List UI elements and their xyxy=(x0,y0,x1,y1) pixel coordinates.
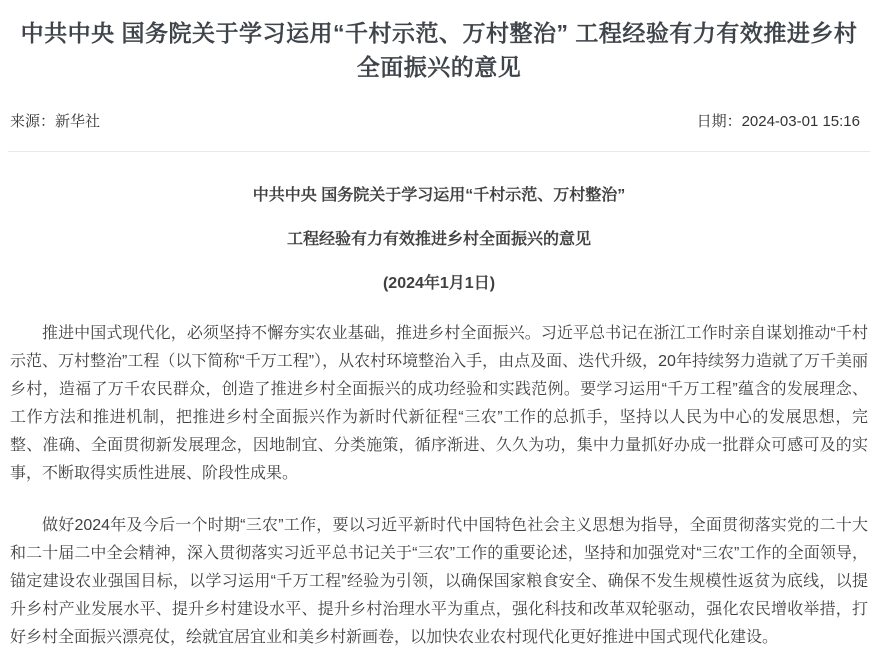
article-heading-line2: 工程经验有力有效推进乡村全面振兴的意见 xyxy=(286,231,591,248)
meta-row xyxy=(0,110,878,131)
source-label: 来源：新华社 xyxy=(10,113,101,130)
article-paragraph-2: 做好2024年及今后一个时期“三农”工作，要以习近平新时代中国特色社会主义思想为指导，全面贯彻落实党的二十大和二十届二中全会精神，深入贯彻落实习近平总书记关于“三农”工作的重要论述，坚持和加强党对“三农”工作的全面领导，锚定建设农业强国目标，以学习运用“千万工程”经验为引领，以确保国家粮食安全、确保不发生规模性返贫为底线，以提升乡村产业发展水平、提升乡村建设水平、提升乡村治理水平为重点，强化科技和改革双轮驱动，强化农民增收举措，打好乡村全面振兴漂亮仗，绘就宜居宜业和美乡村新画卷，以加快农业农村现代化更好推进中国式现代化建设。 xyxy=(10,517,868,646)
article-body xyxy=(0,182,878,652)
article-date-line: (2024年1月1日) xyxy=(382,275,496,292)
article-heading-line1: 中共中央 国务院关于学习运用“千村示范、万村整治” xyxy=(252,187,626,204)
divider xyxy=(8,151,870,152)
date-label: 日期：2024-03-01 15:16 xyxy=(696,113,860,130)
article-paragraph-1: 推进中国式现代化，必须坚持不懈夯实农业基础，推进乡村全面振兴。习近平总书记在浙江工作时亲自谋划推动“千村示范、万村整治”工程（以下简称“千万工程”），从农村环境整治入手，由点及面、迭代升级，20年持续努力造就了万千美丽乡村，造福了万千农民群众，创造了推进乡村全面振兴的成功经验和实践范例。要学习运用“千万工程”蕴含的发展理念、工作方法和推进机制，把推进乡村全面振兴作为新时代新征程“三农”工作的总抓手，坚持以人民为中心的发展思想，完整、准确、全面贯彻新发展理念，因地制宜、分类施策，循序渐进、久久为功，集中力量抓好办成一批群众可感可及的实事，不断取得实质性进展、阶段性成果。 xyxy=(10,325,868,482)
document-page xyxy=(0,16,878,652)
page-title: 中共中央 国务院关于学习运用“千村示范、万村整治” 工程经验有力有效推进乡村全面振兴的意见 xyxy=(20,20,858,80)
